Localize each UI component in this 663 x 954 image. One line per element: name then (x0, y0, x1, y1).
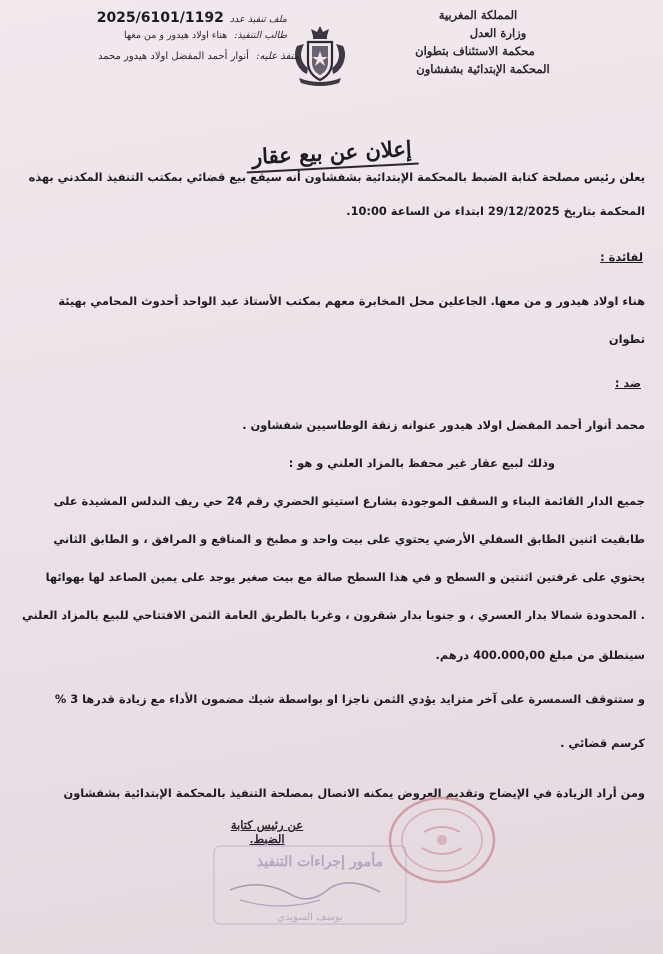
defendant-row (32, 51, 299, 62)
contact-line: ومن أراد الزيادة في الإيضاح وتقديم العروض يمكنه الاتصال بمصلحة التنفيذ بالمحكمة الإبتدائية بشفشاون (63, 786, 645, 800)
body-line-2: المحكمة بتاريخ 29/12/2025 ابتداء من الساعة 10:00. (346, 204, 645, 218)
case-info (32, 10, 299, 62)
opening-price: سينطلق من مبلغ 400.000,00 درهم. (435, 648, 645, 662)
beneficiary-line-1: هناء اولاد هيدور و من معها. الجاعلين محل المخابرة معهم بمكتب الأستاذ عبد الواحد أحدوث المحامي بهيئة (58, 294, 645, 308)
kingdom-name: المملكة المغربية (438, 8, 518, 22)
property-desc-3: يحتوي على غرفتين اثنتين و السطح و في هذا السطح صالة مع بيت صغير يوجد على يمين الصاعد لها بهوائها (45, 570, 645, 584)
property-desc-1: جميع الدار القائمة البناء و السقف الموجودة بشارع استيتو الحضري رقم 24 حي ريف الندلس المشيدة على (53, 494, 645, 508)
first-instance-court-name: المحكمة الإبتدائية بشفشاون (416, 62, 550, 76)
stamp-name-text: يوسف السويدي (277, 912, 343, 923)
applicant-label: طالب التنفيذ: (234, 30, 287, 41)
signature-caption: عن رئيس كتابة الضبط. (230, 818, 304, 846)
applicant-row (32, 30, 287, 41)
defendant-name: أنوار أحمد المفضل اولاد هيدور محمد (97, 51, 249, 62)
applicant-name: هناء اولاد هيدور و من معها (124, 30, 228, 41)
sale-intro: وذلك لبيع عقار غير محفظ بالمزاد العلني و هو : (288, 456, 555, 470)
file-reference (32, 10, 287, 26)
notice-title-text: إعلان عن بيع عقار (245, 136, 418, 174)
court-header (393, 6, 563, 78)
clerk-stamp (210, 840, 410, 930)
against-heading: ضد : (614, 376, 641, 390)
stamp-title-text: مأمور إجراءات التنفيذ (256, 854, 384, 870)
ministry-name: وزارة العدل (469, 26, 527, 40)
against-line: محمد أنوار أحمد المفضل اولاد هيدور عنوانه زنقة الوطاسيين شفشاون . (242, 418, 645, 432)
appeal-court-name: محكمة الاستئناف بتطوان (415, 44, 535, 58)
file-label: ملف تنفيذ عدد (229, 14, 287, 25)
body-line-1: يعلن رئيس مصلحة كتابة الضبط بالمحكمة الإبتدائية بشفشاون أنه سيقع بيع قضائي بمكتب التنفيذ المكدني بهذه (28, 170, 645, 184)
property-desc-2: طابقيت اثنين الطابق السفلي الأرضي يحتوي على بيت واحد و مطبخ و المنافع و المرافق ، و الطابق الثاني (53, 532, 645, 546)
commission-line-2: كرسم قضائي . (560, 736, 645, 750)
beneficiary-heading: لفائدة : (600, 250, 643, 264)
file-number: 2025/6101/1192 (96, 10, 224, 26)
notice-title (0, 135, 663, 170)
defendant-label: منفذ عليه: (256, 51, 299, 62)
beneficiary-line-2: تطوان (608, 332, 645, 346)
property-desc-4: . المحدودة شمالا بدار العسري ، و جنوبا بدار شقرون ، وغربا بالطريق العامة الثمن الافتتاحي للبيع بالمزاد العلني (21, 608, 645, 622)
commission-line-1: و ستتوقف السمسرة على آخر متزايد يؤدي الثمن ناجزا او بواسطة شيك مضمون الأداء مع زيادة قدرها 3 % (54, 692, 645, 706)
